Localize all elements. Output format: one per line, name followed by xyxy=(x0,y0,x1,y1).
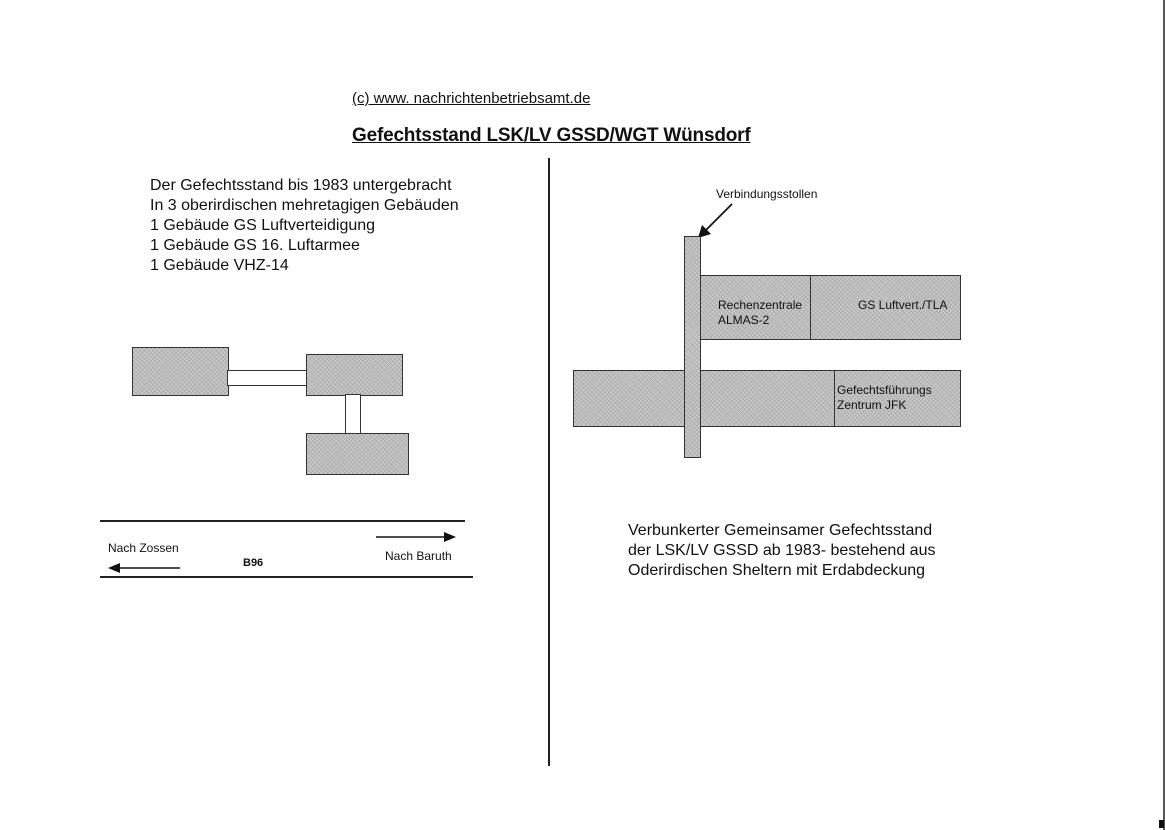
connecting-tunnel xyxy=(684,236,701,458)
label-gefechtsfuehrung-line-1: Gefechtsführungs xyxy=(837,383,932,397)
pointer-arrow-icon xyxy=(698,204,732,238)
corridor-horizontal xyxy=(227,370,308,386)
label-rechenzentrale-line-2: ALMAS-2 xyxy=(718,313,770,327)
label-gefechtsfuehrung xyxy=(837,383,932,413)
label-rechenzentrale-line-1: Rechenzentrale xyxy=(718,298,803,312)
old-desc-line-3: 1 Gebäude GS Luftverteidigung xyxy=(150,217,376,234)
building-right-top xyxy=(306,354,403,396)
copyright-notice: (c) www. nachrichtenbetriebsamt.de xyxy=(352,90,591,107)
page-title: Gefechtsstand LSK/LV GSSD/WGT Wünsdorf xyxy=(352,125,751,146)
label-gefechtsfuehrung-line-2: Zentrum JFK xyxy=(837,398,907,412)
building-left xyxy=(132,347,229,396)
old-desc-line-1: Der Gefechtsstand bis 1983 untergebracht xyxy=(150,177,452,194)
bunker-description xyxy=(628,521,935,581)
road-label-zossen: Nach Zossen xyxy=(108,541,179,555)
label-gs-luftvert: GS Luftvert./TLA xyxy=(858,298,948,312)
shelter-lower-left xyxy=(573,370,836,427)
old-desc-line-2: In 3 oberirdischen mehretagigen Gebäuden xyxy=(150,197,459,214)
road-name-b96: B96 xyxy=(243,557,264,569)
new-desc-line-2: der LSK/LV GSSD ab 1983- bestehend aus xyxy=(628,542,936,559)
road-label-baruth: Nach Baruth xyxy=(385,549,452,563)
old-desc-line-5: 1 Gebäude VHZ-14 xyxy=(150,257,289,274)
building-right-bottom xyxy=(306,433,409,475)
corridor-vertical xyxy=(345,394,361,435)
old-command-post-description xyxy=(150,176,459,276)
new-desc-line-3: Oderirdischen Sheltern mit Erdabdeckung xyxy=(628,562,926,579)
label-rechenzentrale xyxy=(718,298,802,328)
center-divider xyxy=(548,158,550,766)
scan-mark xyxy=(1159,820,1164,828)
arrow-right-icon xyxy=(376,532,456,542)
road-arrows xyxy=(100,520,480,580)
arrow-left-icon xyxy=(108,563,180,573)
new-desc-line-1: Verbunkerter Gemeinsamer Gefechtsstand xyxy=(628,522,933,539)
tunnel-label: Verbindungsstollen xyxy=(716,187,818,201)
old-desc-line-4: 1 Gebäude GS 16. Luftarmee xyxy=(150,237,360,254)
